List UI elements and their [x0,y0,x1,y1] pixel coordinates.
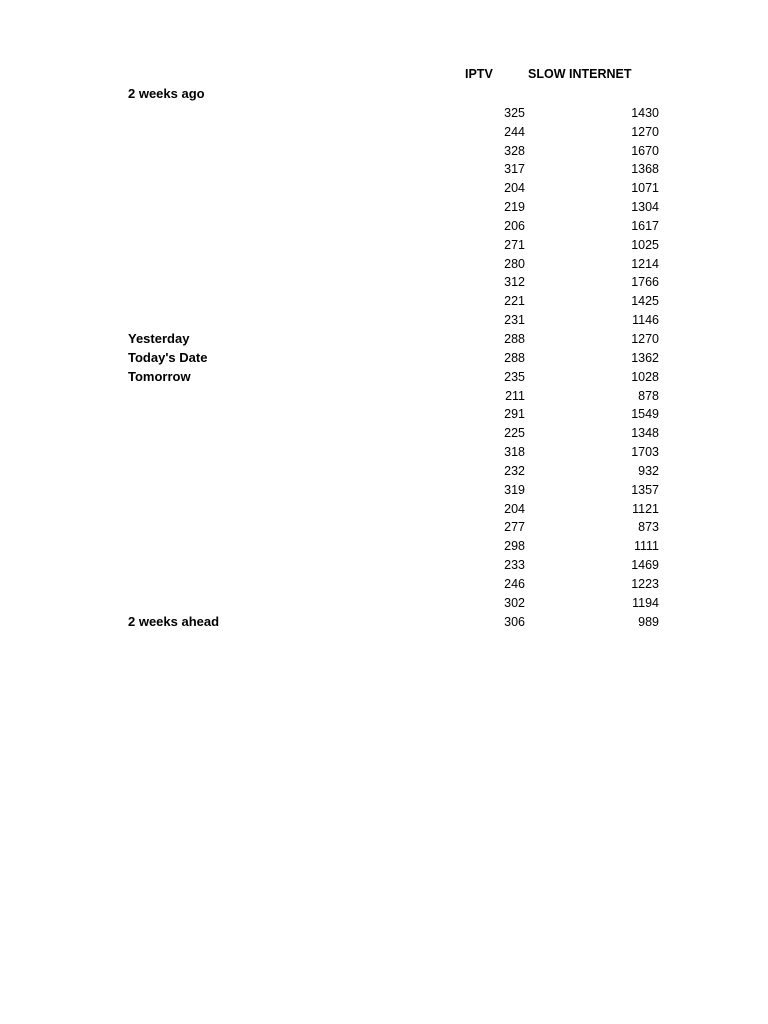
table-row [0,613,768,632]
table-row [0,556,768,575]
iptv-value: 246 [504,576,525,591]
slow-internet-value: 1028 [631,369,659,384]
slow-internet-value: 878 [638,388,659,403]
slow-internet-value: 1304 [631,200,659,215]
slow-internet-value: 1071 [631,181,659,196]
table-row [0,537,768,556]
iptv-value: 312 [504,275,525,290]
table-row [0,575,768,594]
row-label: Today's Date [128,349,208,365]
row-label: 2 weeks ahead [128,613,220,629]
slow-internet-value: 1194 [632,595,659,610]
slow-internet-value: 932 [638,463,659,478]
slow-internet-value: 1111 [633,539,659,554]
table-row [0,85,768,104]
iptv-value: 211 [505,388,525,403]
table-row [0,443,768,462]
iptv-value: 204 [504,501,525,516]
table-row [0,424,768,443]
row-label: 2 weeks ago [128,86,205,101]
column-header-slow-internet: SLOW INTERNET [528,67,632,81]
table-row [0,123,768,142]
slow-internet-value: 1270 [631,124,659,139]
table-row [0,311,768,330]
table-row [0,405,768,424]
table-row [0,198,768,217]
row-label: Tomorrow [128,368,191,384]
slow-internet-value: 989 [638,614,659,629]
slow-internet-value: 1549 [631,407,659,422]
iptv-value: 233 [504,558,525,573]
iptv-value: 232 [504,463,525,478]
iptv-value: 302 [504,595,525,610]
iptv-value: 280 [504,256,525,271]
slow-internet-value: 1425 [631,294,659,309]
table-row [0,160,768,179]
iptv-value: 328 [504,143,525,158]
iptv-value: 325 [504,105,525,120]
iptv-value: 317 [504,162,525,177]
table-row [0,236,768,255]
slow-internet-value: 1025 [631,237,659,252]
slow-internet-value: 1362 [631,350,659,365]
table-row [0,292,768,311]
iptv-value: 291 [504,407,525,422]
iptv-value: 319 [504,482,525,497]
iptv-value: 244 [504,124,525,139]
table-row [0,179,768,198]
table-row [0,142,768,161]
iptv-value: 221 [504,294,525,309]
iptv-value: 206 [504,218,525,233]
slow-internet-value: 1348 [631,426,659,441]
slow-internet-value: 1223 [631,576,659,591]
table-row [0,368,768,387]
iptv-value: 219 [504,200,525,215]
slow-internet-value: 1703 [631,445,659,460]
slow-internet-value: 873 [638,520,659,535]
table-row [0,330,768,349]
table-row [0,500,768,519]
column-header-iptv: IPTV [465,67,493,81]
table-row [0,462,768,481]
slow-internet-value: 1617 [631,218,659,233]
data-table [0,85,768,631]
table-row [0,387,768,406]
slow-internet-value: 1270 [631,331,659,346]
table-row [0,273,768,292]
table-row [0,518,768,537]
slow-internet-value: 1766 [631,275,659,290]
row-label: Yesterday [128,330,190,346]
iptv-value: 288 [504,331,525,346]
table-row [0,255,768,274]
iptv-value: 271 [504,237,525,252]
table-row [0,481,768,500]
slow-internet-value: 1146 [632,313,659,328]
slow-internet-value: 1214 [631,256,659,271]
iptv-value: 231 [504,313,525,328]
table-row [0,594,768,613]
slow-internet-value: 1121 [632,501,659,516]
slow-internet-value: 1670 [631,143,659,158]
iptv-value: 235 [504,369,525,384]
table-row [0,217,768,236]
iptv-value: 288 [504,350,525,365]
iptv-value: 298 [504,539,525,554]
iptv-value: 225 [504,426,525,441]
iptv-value: 318 [504,445,525,460]
iptv-value: 306 [504,614,525,629]
slow-internet-value: 1430 [631,105,659,120]
iptv-value: 277 [504,520,525,535]
table-row [0,104,768,123]
slow-internet-value: 1357 [631,482,659,497]
table-row [0,349,768,368]
slow-internet-value: 1469 [631,558,659,573]
slow-internet-value: 1368 [631,162,659,177]
iptv-value: 204 [504,181,525,196]
